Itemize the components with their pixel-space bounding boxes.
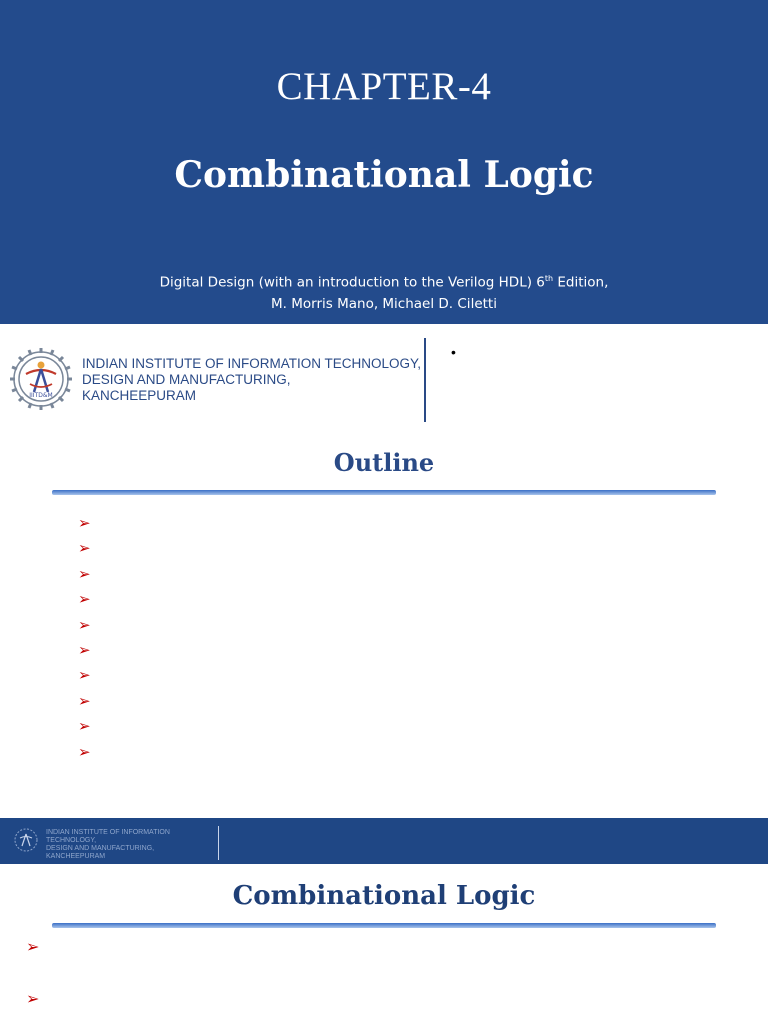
mini-institute-logo-icon (12, 826, 40, 854)
title-slide-header (0, 0, 768, 324)
slide2-rule (52, 923, 716, 928)
slide2-title: Combinational Logic (232, 881, 536, 911)
arrow-bullet-icon: ➢ (26, 939, 40, 956)
arrow-bullet-icon: ➢ (26, 991, 40, 1008)
arrow-bullet-icon: ➢ (78, 692, 91, 710)
outline-bullet-list (78, 514, 91, 768)
institute-name: INDIAN INSTITUTE OF INFORMATION TECHNOLOGY, DESIGN AND MANUFACTURING, KANCHEEPURAM (82, 356, 422, 403)
empty-bullet: • (451, 344, 456, 360)
slide-title: Combinational Logic (174, 154, 594, 196)
arrow-bullet-icon: ➢ (78, 565, 91, 583)
arrow-bullet-icon: ➢ (78, 743, 91, 761)
mini-divider (218, 826, 219, 860)
arrow-bullet-icon: ➢ (78, 641, 91, 659)
citation-line-2: M. Morris Mano, Michael D. Ciletti (271, 295, 497, 312)
book-citation (0, 268, 768, 315)
svg-text:IIITD&M: IIITD&M (29, 392, 53, 399)
arrow-bullet-icon: ➢ (78, 718, 91, 736)
institute-divider (424, 338, 426, 422)
institute-logo-icon (8, 346, 74, 412)
outline-rule (52, 490, 716, 495)
outline-title: Outline (333, 448, 435, 477)
arrow-bullet-icon: ➢ (78, 667, 91, 685)
arrow-bullet-icon: ➢ (78, 515, 91, 532)
mini-institute-name: INDIAN INSTITUTE OF INFORMATION TECHNOLOGY, DESIGN AND MANUFACTURING, KANCHEEPURAM (46, 829, 170, 860)
arrow-bullet-icon: ➢ (78, 540, 91, 558)
chapter-label: CHAPTER-4 (276, 65, 492, 108)
arrow-bullet-icon: ➢ (78, 616, 91, 634)
arrow-bullet-icon: ➢ (78, 591, 91, 609)
citation-line-1: Digital Design (with an introduction to the Verilog HDL) 6th Edition, (159, 274, 609, 291)
